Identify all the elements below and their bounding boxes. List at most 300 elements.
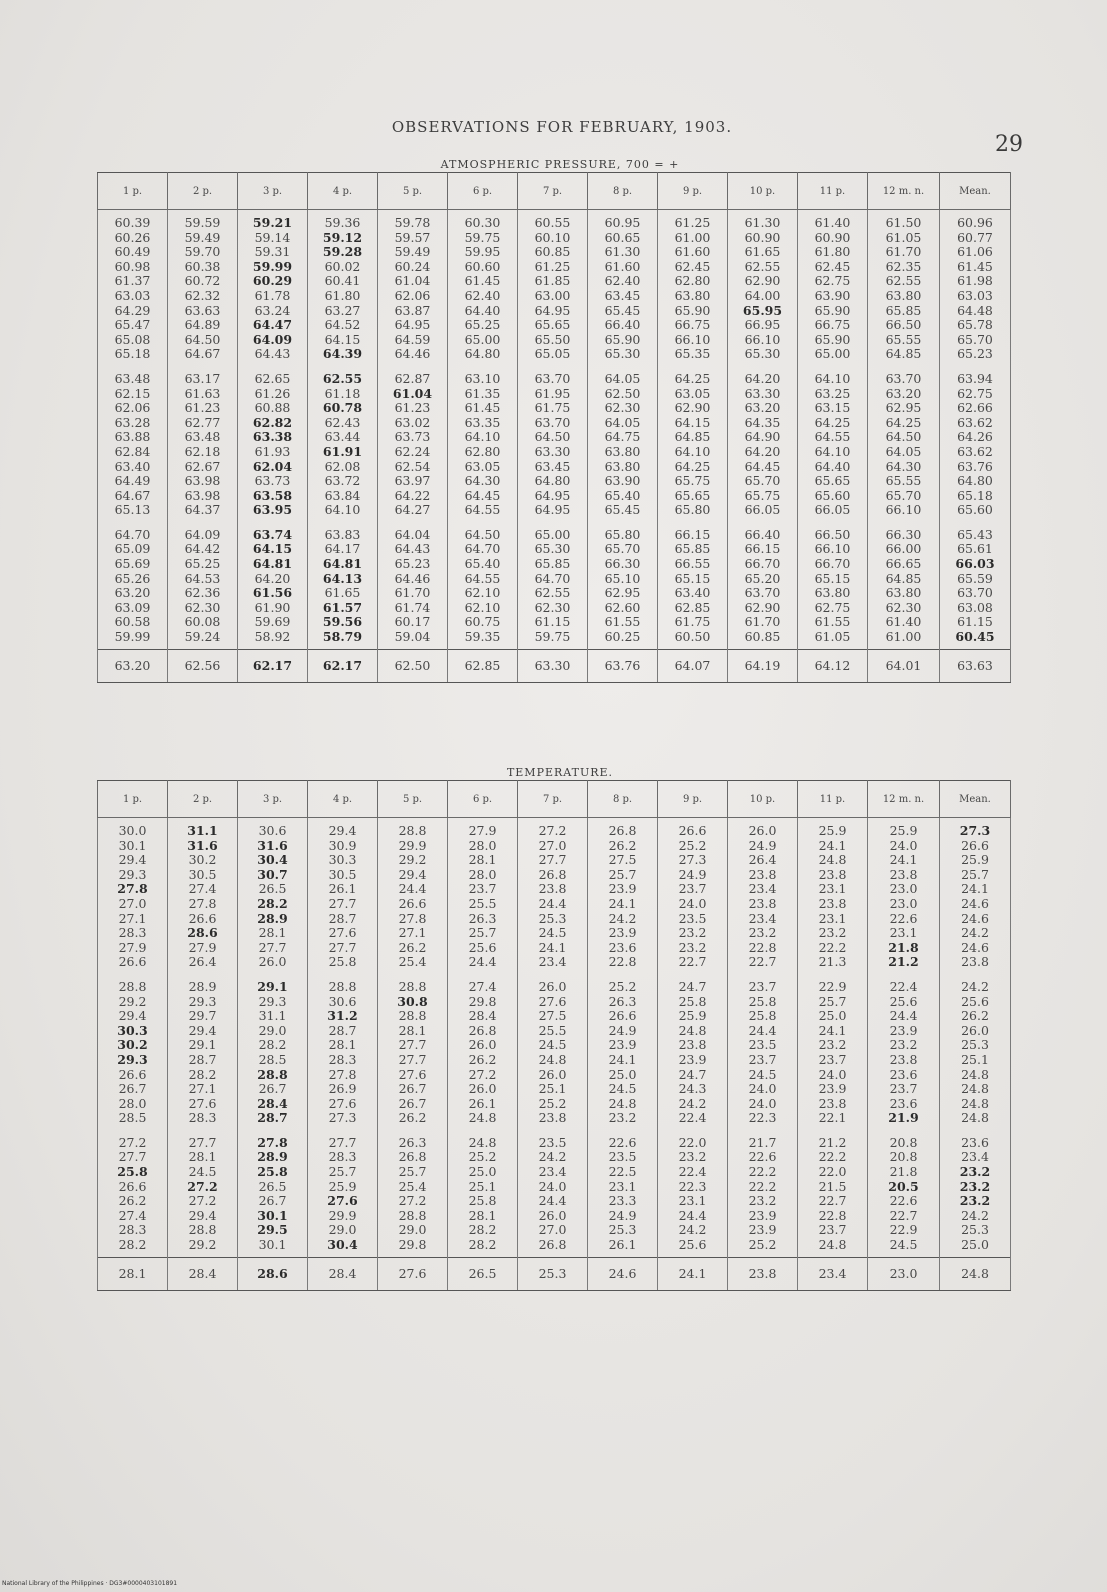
pressure-value: 60.41	[324, 273, 361, 289]
temperature-value: 21.8	[888, 939, 919, 955]
temperature-value: 23.2	[818, 1037, 847, 1053]
temperature-value: 26.0	[538, 978, 567, 994]
temperature-value: 28.9	[257, 910, 288, 926]
pressure-value: 64.90	[744, 429, 781, 445]
pressure-value: 61.15	[534, 614, 571, 630]
pressure-value: 64.80	[534, 473, 571, 489]
page-title: OBSERVATIONS FOR FEBRUARY, 1903.	[391, 118, 733, 136]
temperature-value: 26.0	[468, 1081, 497, 1097]
pressure-data-cell	[588, 522, 658, 649]
temperature-value: 22.9	[818, 978, 847, 994]
pressure-value: 64.50	[885, 429, 922, 445]
temperature-value: 23.4	[748, 881, 777, 897]
temperature-value: 23.8	[748, 866, 777, 882]
temperature-value: 23.9	[678, 1051, 707, 1067]
pressure-value: 62.55	[534, 585, 571, 601]
temperature-mean-cell: 25.3	[518, 1257, 588, 1290]
temperature-value: 25.3	[961, 1037, 989, 1053]
temperature-value: 23.8	[678, 1037, 707, 1053]
temperature-value: 22.0	[678, 1134, 707, 1150]
temperature-data-cell	[518, 1130, 588, 1257]
temperature-value: 27.2	[468, 1066, 497, 1082]
pressure-value: 65.30	[534, 541, 571, 557]
temperature-value: 20.8	[889, 1149, 918, 1165]
temperature-value: 24.5	[538, 1037, 567, 1053]
temperature-value: 24.8	[468, 1134, 497, 1150]
temperature-value: 23.2	[889, 1037, 918, 1053]
pressure-value: 64.45	[464, 487, 501, 503]
pressure-value: 64.85	[885, 570, 922, 586]
pressure-value: 63.20	[114, 585, 151, 601]
temperature-mean-cell: 23.4	[798, 1257, 868, 1290]
pressure-value: 65.40	[604, 487, 641, 503]
temperature-header-cell: 2 p.	[168, 781, 238, 818]
pressure-header-cell: 7 p.	[518, 173, 588, 210]
temperature-value: 26.9	[328, 1081, 357, 1097]
temperature-value: 23.2	[748, 1193, 777, 1209]
pressure-value: 64.85	[885, 346, 922, 362]
pressure-value: 65.90	[604, 331, 641, 347]
temperature-value: 27.8	[188, 895, 217, 911]
temperature-value: 23.2	[748, 925, 777, 941]
temperature-value: 27.1	[118, 910, 147, 926]
temperature-value: 24.3	[678, 1081, 707, 1097]
temperature-mean-cell: 27.6	[378, 1257, 448, 1290]
pressure-value: 62.35	[885, 258, 922, 274]
temperature-value: 24.1	[608, 1051, 637, 1067]
temperature-value: 25.5	[538, 1022, 567, 1038]
temperature-value: 22.4	[889, 978, 918, 994]
pressure-value: 64.70	[534, 570, 571, 586]
temperature-value: 25.1	[961, 1051, 989, 1067]
temperature-value: 26.8	[538, 866, 567, 882]
temperature-value: 26.8	[608, 823, 637, 838]
temperature-data-cell	[658, 818, 728, 974]
temperature-value: 24.8	[961, 1081, 989, 1097]
pressure-value: 66.30	[604, 556, 641, 572]
temperature-value: 24.2	[961, 978, 989, 994]
pressure-value: 61.60	[674, 244, 711, 260]
temperature-value: 27.2	[187, 1178, 218, 1194]
pressure-value: 59.99	[252, 258, 293, 274]
temperature-value: 26.0	[468, 1037, 497, 1053]
temperature-value: 25.1	[468, 1178, 497, 1194]
pressure-value: 59.31	[254, 244, 291, 260]
temperature-value: 26.7	[398, 1095, 427, 1111]
pressure-value: 62.50	[604, 385, 641, 401]
pressure-value: 64.15	[252, 541, 293, 557]
temperature-value: 29.8	[468, 993, 497, 1009]
temperature-value: 26.8	[398, 1149, 427, 1165]
temperature-value: 24.4	[678, 1207, 707, 1223]
pressure-value: 64.25	[885, 414, 922, 430]
pressure-value: 63.48	[114, 370, 151, 386]
pressure-value: 61.95	[534, 385, 571, 401]
temperature-value: 22.2	[818, 939, 847, 955]
page-number: 29	[995, 132, 1023, 157]
temperature-value: 22.8	[608, 954, 637, 970]
temperature-value: 25.3	[961, 1222, 989, 1238]
temperature-section-title: TEMPERATURE.	[506, 766, 614, 779]
temperature-value: 28.2	[258, 1037, 287, 1053]
pressure-value: 60.90	[744, 229, 781, 245]
temperature-value: 24.0	[748, 1095, 777, 1111]
temperature-value: 27.9	[118, 939, 147, 955]
pressure-value: 60.55	[534, 215, 571, 230]
temperature-mean-cell: 24.6	[588, 1257, 658, 1290]
pressure-value: 59.75	[464, 229, 501, 245]
temperature-value: 25.4	[398, 1178, 427, 1194]
pressure-value: 63.63	[184, 302, 221, 318]
pressure-value: 61.37	[114, 273, 151, 289]
pressure-value: 64.43	[394, 541, 431, 557]
temperature-value: 30.7	[257, 866, 288, 882]
temperature-value: 30.5	[188, 866, 217, 882]
pressure-value: 61.70	[744, 614, 781, 630]
temperature-value: 24.2	[961, 1207, 989, 1223]
temperature-value: 25.9	[961, 852, 989, 868]
pressure-value: 64.35	[744, 414, 781, 430]
temperature-value: 24.1	[538, 939, 567, 955]
pressure-value: 65.70	[885, 487, 922, 503]
temperature-data-cell	[308, 818, 378, 974]
pressure-value: 61.78	[254, 287, 291, 303]
pressure-value: 63.73	[394, 429, 431, 445]
pressure-value: 65.45	[604, 502, 641, 518]
temperature-value: 24.1	[818, 1022, 847, 1038]
pressure-value: 60.78	[322, 400, 363, 416]
pressure-value: 63.45	[604, 287, 641, 303]
pressure-value: 63.80	[814, 585, 851, 601]
temperature-value: 29.1	[257, 978, 288, 994]
temperature-value: 28.1	[328, 1037, 357, 1053]
pressure-value: 64.85	[674, 429, 711, 445]
temperature-value: 27.2	[188, 1193, 217, 1209]
temperature-value: 29.3	[117, 1051, 148, 1067]
temperature-value: 27.6	[398, 1066, 427, 1082]
temperature-value: 24.7	[678, 978, 707, 994]
temperature-data-cell	[308, 974, 378, 1130]
pressure-mean-row	[98, 649, 1011, 682]
pressure-data-cell	[308, 210, 378, 366]
pressure-value: 66.05	[744, 502, 781, 518]
pressure-value: 61.04	[394, 273, 431, 289]
pressure-value: 61.04	[392, 385, 433, 401]
pressure-value: 65.80	[674, 502, 711, 518]
pressure-value: 63.90	[604, 473, 641, 489]
temperature-value: 23.7	[748, 978, 777, 994]
pressure-value: 61.75	[534, 400, 571, 416]
temperature-value: 28.3	[118, 925, 147, 941]
pressure-value: 61.23	[184, 400, 221, 416]
temperature-header-cell: 5 p.	[378, 781, 448, 818]
pressure-value: 64.80	[464, 346, 501, 362]
temperature-mean-cell: 28.1	[98, 1257, 168, 1290]
temperature-value: 29.5	[257, 1222, 288, 1238]
pressure-value: 62.04	[252, 458, 293, 474]
pressure-value: 64.81	[252, 556, 293, 572]
temperature-value: 27.6	[328, 1095, 357, 1111]
temperature-value: 22.0	[818, 1164, 847, 1180]
temperature-value: 29.4	[398, 866, 427, 882]
pressure-value: 66.40	[744, 526, 781, 542]
temperature-value: 26.6	[608, 1008, 637, 1024]
pressure-row-group	[98, 210, 1011, 366]
temperature-data-cell	[798, 974, 868, 1130]
temperature-value: 23.1	[889, 925, 918, 941]
temperature-value: 27.6	[328, 925, 357, 941]
temperature-value: 28.8	[398, 978, 427, 994]
pressure-value: 65.25	[464, 317, 501, 333]
temperature-value: 25.2	[538, 1095, 567, 1111]
temperature-value: 27.7	[328, 1134, 357, 1150]
pressure-value: 64.20	[744, 443, 781, 459]
temperature-value: 24.9	[608, 1207, 637, 1223]
temperature-value: 27.7	[118, 1149, 147, 1165]
pressure-value: 65.85	[885, 302, 922, 318]
temperature-value: 27.3	[328, 1110, 357, 1126]
pressure-data-cell	[98, 522, 168, 649]
pressure-mean-cell: 62.85	[448, 649, 518, 682]
temperature-value: 24.6	[961, 910, 989, 926]
temperature-value: 26.0	[258, 954, 287, 970]
pressure-value: 60.75	[464, 614, 501, 630]
pressure-data-cell	[518, 522, 588, 649]
pressure-value: 62.10	[464, 585, 501, 601]
pressure-value: 64.37	[184, 502, 221, 518]
pressure-value: 62.10	[464, 599, 501, 615]
pressure-value: 59.28	[322, 244, 363, 260]
pressure-value: 63.80	[885, 287, 922, 303]
temperature-value: 22.6	[889, 1193, 918, 1209]
temperature-header-cell: Mean.	[940, 781, 1011, 818]
temperature-value: 27.0	[118, 895, 147, 911]
pressure-value: 60.38	[184, 258, 221, 274]
pressure-value: 64.05	[604, 370, 641, 386]
temperature-value: 26.3	[468, 910, 497, 926]
temperature-value: 28.1	[258, 925, 287, 941]
temperature-value: 25.2	[678, 837, 707, 853]
temperature-header-cell: 8 p.	[588, 781, 658, 818]
pressure-value: 61.60	[604, 258, 641, 274]
pressure-value: 63.70	[534, 414, 571, 430]
temperature-value: 29.3	[258, 993, 287, 1009]
temperature-value: 30.6	[328, 993, 357, 1009]
pressure-value: 62.82	[252, 414, 293, 430]
pressure-value: 65.60	[814, 487, 851, 503]
temperature-data-cell	[658, 974, 728, 1130]
temperature-value: 23.8	[961, 954, 989, 970]
temperature-value: 27.5	[608, 852, 637, 868]
pressure-value: 60.26	[114, 229, 151, 245]
temperature-value: 23.7	[678, 881, 707, 897]
temperature-table	[97, 780, 1011, 1291]
temperature-value: 25.7	[398, 1164, 427, 1180]
pressure-value: 61.70	[885, 244, 922, 260]
pressure-value: 62.30	[184, 599, 221, 615]
temperature-value: 26.4	[748, 852, 777, 868]
temperature-value: 24.4	[468, 954, 497, 970]
pressure-value: 65.90	[814, 302, 851, 318]
temperature-value: 29.0	[328, 1222, 357, 1238]
pressure-value: 63.74	[252, 526, 293, 542]
temperature-value: 31.6	[187, 837, 218, 853]
temperature-value: 24.1	[889, 852, 918, 868]
pressure-mean-cell: 62.17	[308, 649, 378, 682]
pressure-value: 65.90	[674, 302, 711, 318]
temperature-value: 26.2	[961, 1008, 989, 1024]
temperature-value: 22.4	[678, 1110, 707, 1126]
temperature-value: 26.2	[398, 939, 427, 955]
temperature-value: 23.2	[678, 939, 707, 955]
temperature-value: 25.7	[468, 925, 497, 941]
pressure-value: 63.87	[394, 302, 431, 318]
pressure-value: 64.48	[957, 302, 993, 318]
temperature-data-cell	[940, 1130, 1011, 1257]
pressure-value: 64.39	[322, 346, 363, 362]
temperature-value: 26.0	[961, 1022, 989, 1038]
temperature-data-cell	[238, 1130, 308, 1257]
temperature-mean-cell: 26.5	[448, 1257, 518, 1290]
pressure-value: 63.72	[324, 473, 361, 489]
pressure-value: 64.49	[114, 473, 151, 489]
temperature-value: 28.2	[257, 895, 288, 911]
temperature-mean-cell: 24.1	[658, 1257, 728, 1290]
temperature-value: 20.8	[889, 1134, 918, 1150]
pressure-value: 64.95	[534, 487, 571, 503]
temperature-value: 25.9	[678, 1008, 707, 1024]
temperature-value: 28.1	[398, 1022, 427, 1038]
temperature-value: 24.1	[961, 881, 989, 897]
pressure-value: 59.56	[322, 614, 363, 630]
pressure-value: 63.17	[184, 370, 221, 386]
temperature-value: 30.1	[118, 837, 147, 853]
pressure-value: 65.65	[534, 317, 571, 333]
temperature-data-cell	[798, 1130, 868, 1257]
pressure-value: 62.30	[534, 599, 571, 615]
temperature-value: 31.1	[187, 823, 218, 838]
pressure-value: 65.55	[885, 331, 922, 347]
temperature-value: 25.0	[961, 1237, 989, 1253]
pressure-value: 59.99	[114, 629, 151, 645]
pressure-value: 65.75	[674, 473, 711, 489]
temperature-value: 28.2	[118, 1237, 147, 1253]
temperature-value: 30.4	[327, 1237, 358, 1253]
temperature-value: 28.1	[468, 852, 497, 868]
pressure-value: 65.90	[814, 331, 851, 347]
temperature-value: 25.7	[961, 866, 989, 882]
pressure-value: 60.29	[252, 273, 293, 289]
pressure-data-cell	[658, 366, 728, 522]
temperature-header-cell: 11 p.	[798, 781, 868, 818]
temperature-value: 25.2	[748, 1237, 777, 1253]
pressure-value: 61.65	[744, 244, 781, 260]
temperature-value: 28.4	[468, 1008, 497, 1024]
pressure-value: 64.55	[464, 570, 501, 586]
pressure-value: 63.70	[534, 370, 571, 386]
temperature-data-cell	[940, 974, 1011, 1130]
pressure-value: 63.02	[394, 414, 431, 430]
temperature-row-group	[98, 818, 1011, 974]
pressure-value: 64.29	[114, 302, 151, 318]
pressure-value: 63.05	[674, 385, 711, 401]
pressure-mean-cell: 62.17	[238, 649, 308, 682]
temperature-value: 24.4	[889, 1008, 918, 1024]
pressure-value: 64.30	[885, 458, 922, 474]
temperature-value: 25.7	[818, 993, 847, 1009]
temperature-value: 23.5	[608, 1149, 637, 1165]
pressure-value: 65.23	[394, 556, 431, 572]
pressure-value: 65.23	[957, 346, 993, 362]
pressure-value: 61.57	[322, 599, 363, 615]
pressure-value: 62.95	[885, 400, 922, 416]
temperature-value: 23.2	[959, 1178, 991, 1194]
temperature-value: 23.5	[538, 1134, 567, 1150]
temperature-value: 22.2	[818, 1149, 847, 1165]
pressure-mean-cell: 64.19	[728, 649, 798, 682]
pressure-value: 62.90	[744, 273, 781, 289]
pressure-data-cell	[98, 366, 168, 522]
pressure-value: 63.10	[464, 370, 501, 386]
pressure-value: 60.50	[674, 629, 711, 645]
temperature-value: 26.2	[468, 1051, 497, 1067]
temperature-header-cell: 4 p.	[308, 781, 378, 818]
temperature-value: 30.6	[258, 823, 287, 838]
pressure-value: 62.75	[814, 599, 851, 615]
temperature-data-cell	[448, 818, 518, 974]
temperature-value: 25.8	[257, 1164, 288, 1180]
temperature-value: 25.6	[961, 993, 989, 1009]
pressure-value: 62.30	[885, 599, 922, 615]
pressure-value: 60.85	[744, 629, 781, 645]
pressure-value: 64.70	[114, 526, 151, 542]
pressure-value: 64.47	[252, 317, 293, 333]
pressure-value: 65.18	[957, 487, 993, 503]
pressure-value: 62.36	[184, 585, 221, 601]
pressure-value: 63.80	[885, 585, 922, 601]
temperature-value: 26.6	[398, 895, 427, 911]
pressure-value: 63.30	[744, 385, 781, 401]
pressure-value: 64.15	[674, 414, 711, 430]
pressure-value: 64.43	[254, 346, 291, 362]
temperature-value: 22.6	[889, 910, 918, 926]
pressure-value: 62.85	[674, 599, 711, 615]
pressure-value: 61.91	[322, 443, 363, 459]
pressure-value: 65.43	[957, 526, 993, 542]
temperature-value: 22.9	[889, 1222, 918, 1238]
pressure-value: 63.58	[252, 487, 293, 503]
pressure-header-cell: 3 p.	[238, 173, 308, 210]
temperature-value: 27.0	[538, 837, 567, 853]
temperature-value: 28.7	[328, 1022, 357, 1038]
pressure-value: 61.23	[394, 400, 431, 416]
temperature-value: 25.1	[538, 1081, 567, 1097]
temperature-value: 23.8	[538, 1110, 567, 1126]
temperature-value: 22.7	[748, 954, 777, 970]
pressure-value: 64.50	[534, 429, 571, 445]
pressure-value: 61.18	[324, 385, 361, 401]
pressure-value: 62.45	[674, 258, 711, 274]
pressure-value: 62.65	[254, 370, 291, 386]
temperature-value: 28.8	[398, 823, 427, 838]
pressure-value: 64.10	[324, 502, 361, 518]
temperature-value: 23.1	[678, 1193, 707, 1209]
temperature-value: 25.0	[608, 1066, 637, 1082]
pressure-value: 65.65	[674, 487, 711, 503]
pressure-value: 65.00	[534, 526, 571, 542]
temperature-value: 26.3	[608, 993, 637, 1009]
pressure-value: 66.10	[744, 331, 781, 347]
